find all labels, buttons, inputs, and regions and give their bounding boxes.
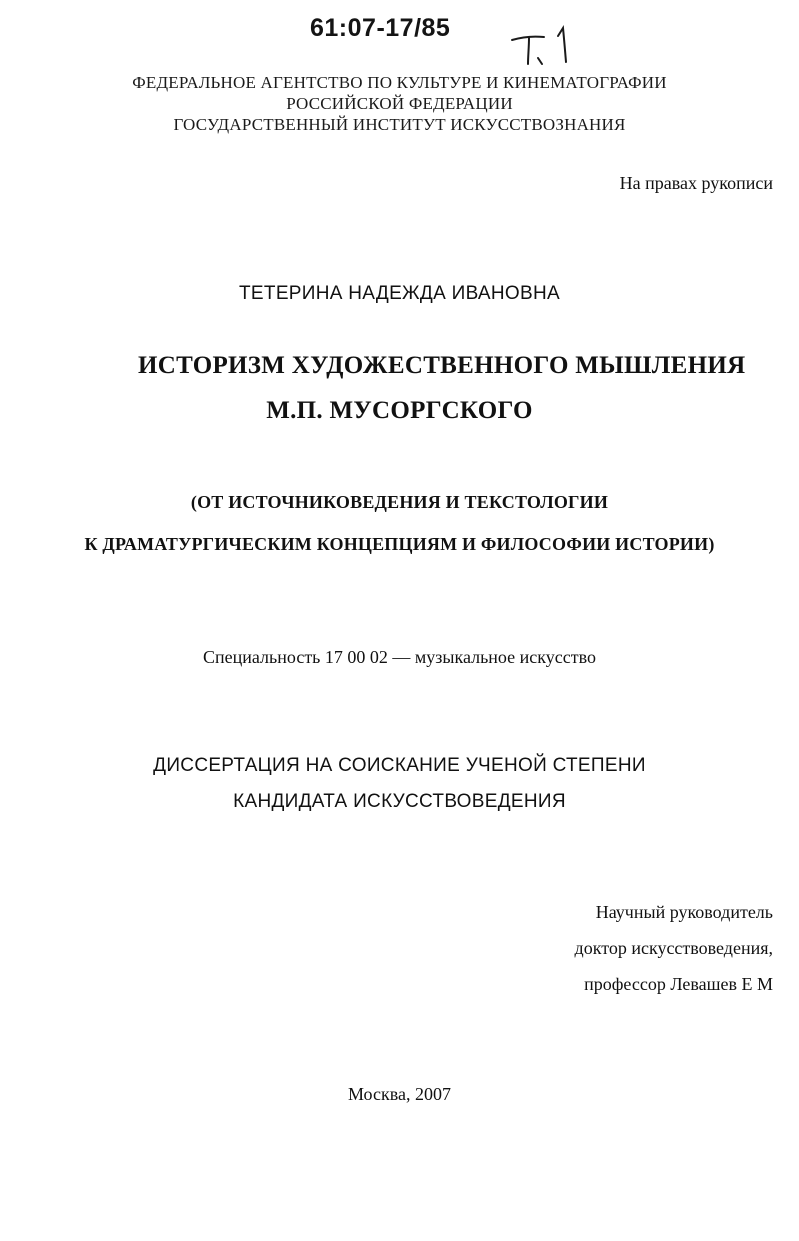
- degree-line-1: ДИССЕРТАЦИЯ НА СОИСКАНИЕ УЧЕНОЙ СТЕПЕНИ: [153, 755, 646, 776]
- agency-line-1: ФЕДЕРАЛЬНОЕ АГЕНТСТВО ПО КУЛЬТУРЕ И КИНЕМАТОГРАФИИ: [132, 73, 667, 92]
- degree-line-2: КАНДИДАТА ИСКУССТВОВЕДЕНИЯ: [233, 791, 566, 812]
- handwritten-note-drawing: [508, 20, 588, 70]
- agency-line-2: РОССИЙСКОЙ ФЕДЕРАЦИИ: [286, 94, 513, 113]
- agency-line-3: ГОСУДАРСТВЕННЫЙ ИНСТИТУТ ИСКУССТВОЗНАНИЯ: [173, 115, 626, 134]
- supervisor-name: профессор Левашев Е М: [584, 974, 773, 994]
- subtitle-line-1: (ОТ ИСТОЧНИКОВЕДЕНИЯ И ТЕКСТОЛОГИИ: [190, 492, 609, 512]
- archive-stamp-code: 61:07-17/85: [310, 14, 451, 42]
- supervisor-degree: доктор искусствоведения,: [574, 938, 773, 958]
- specialty-line: Специальность 17 00 02 — музыкальное искусство: [203, 647, 596, 667]
- supervisor-role: Научный руководитель: [595, 902, 773, 922]
- subtitle-line-2: К ДРАМАТУРГИЧЕСКИМ КОНЦЕПЦИЯМ И ФИЛОСОФИИ ИСТОРИИ): [84, 534, 715, 554]
- rights-note: На правах рукописи: [619, 173, 773, 193]
- title-line-1: ИСТОРИЗМ ХУДОЖЕСТВЕННОГО МЫШЛЕНИЯ: [138, 352, 746, 379]
- author-name: ТЕТЕРИНА НАДЕЖДА ИВАНОВНА: [239, 283, 560, 304]
- city-year: Москва, 2007: [348, 1084, 451, 1104]
- title-line-2: М.П. МУСОРГСКОГО: [266, 397, 533, 424]
- handwritten-volume-note: [508, 20, 588, 70]
